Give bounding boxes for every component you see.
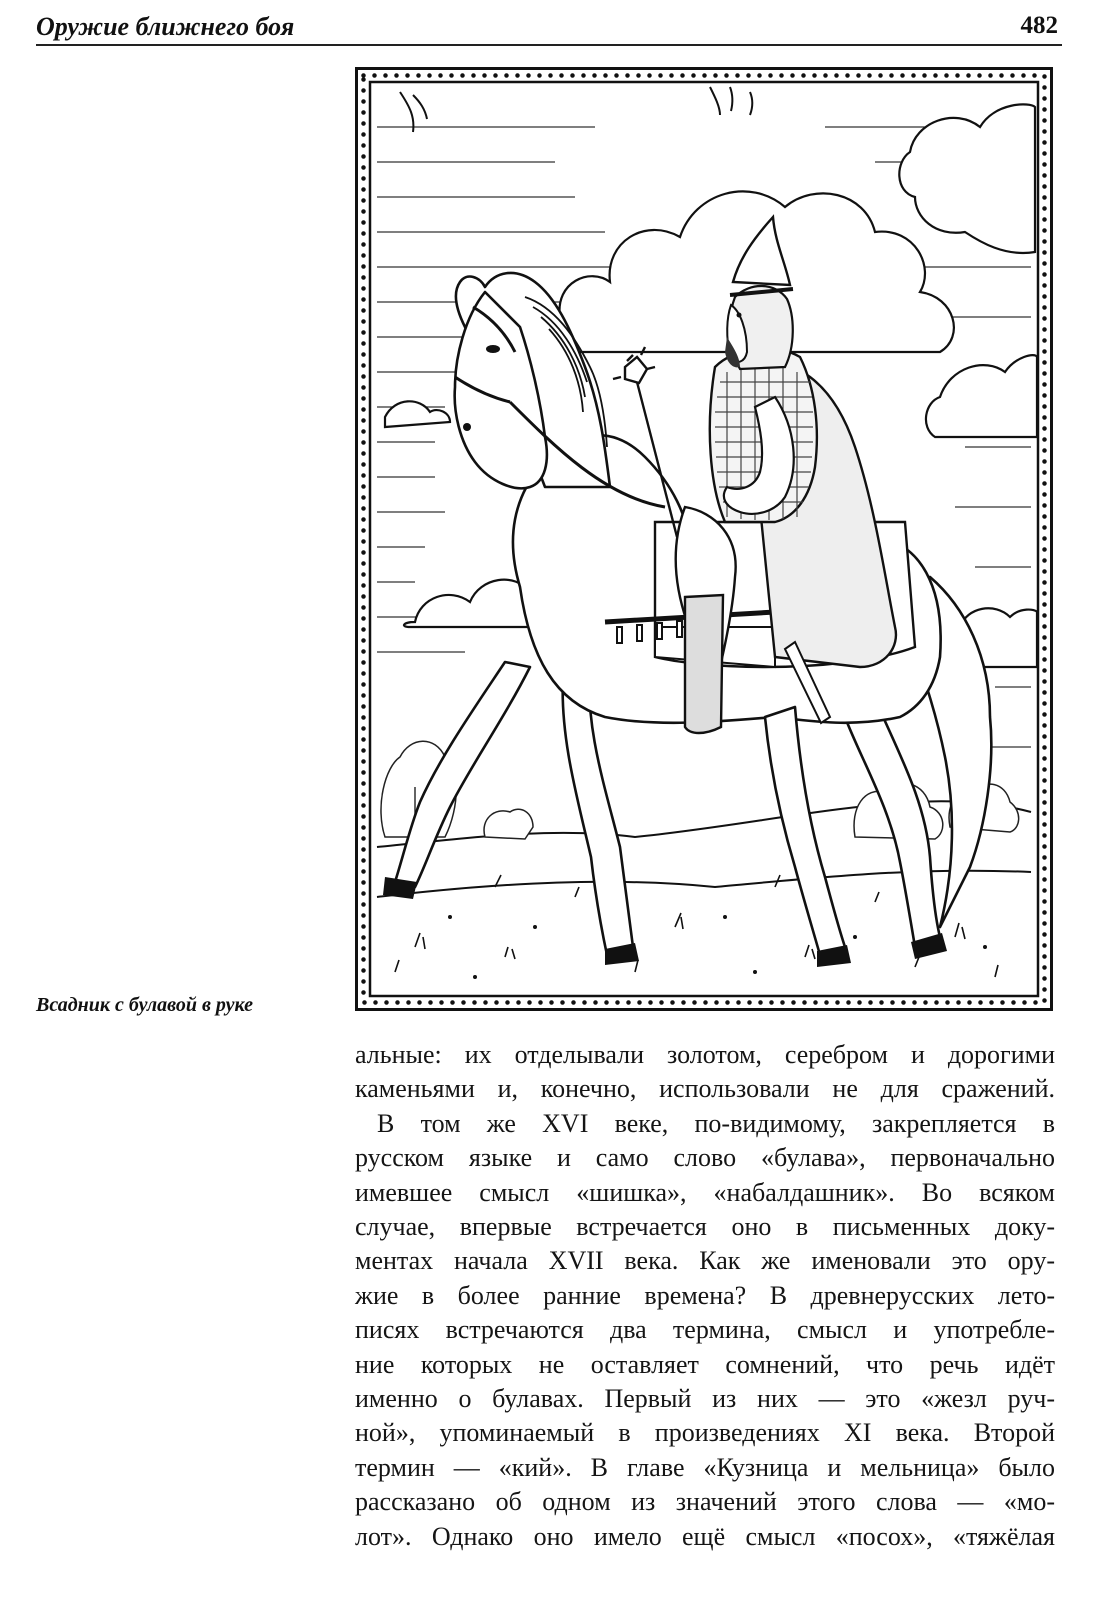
text-line: термин — «кий». В главе «Кузница и мельница» было [355, 1452, 1055, 1482]
text-line: лот». Однако оно имело ещё смысл «посох», «тяжёлая [355, 1521, 1055, 1551]
paragraph-start-line: В том же XVI веке, по-видимому, закрепляется в [377, 1108, 1055, 1138]
text-line: альные: их отделывали золотом, серебром и дорогими [355, 1040, 1055, 1069]
text-line: случае, впервые встречается оно в письменных доку- [355, 1212, 1055, 1242]
text-line: ментах начала XVII века. Как же именовали это ору- [355, 1246, 1055, 1276]
text-line: писях встречаются два термина, смысл и употребле- [355, 1315, 1055, 1345]
illustration-horseman [355, 67, 1053, 1011]
text-line: жие в более ранние времена? В древнерусских лето- [355, 1280, 1055, 1310]
running-title: Оружие ближнего боя [36, 12, 295, 41]
text-line: именно о булавах. Первый из них — это «жезл руч- [355, 1384, 1055, 1414]
text-line: ние которых не оставляет сомнений, что речь идёт [355, 1349, 1055, 1379]
text-line: русском языке и само слово «булава», первоначально [355, 1143, 1055, 1173]
page-header [36, 10, 1062, 46]
text-line: каменьями и, конечно, использовали не для сражений. [355, 1074, 1055, 1104]
text-line: ной», упоминаемый в произведениях XI века. Второй [355, 1418, 1055, 1448]
text-line: имевшее смысл «шишка», «набалдашник». Во всяком [355, 1177, 1055, 1207]
text-line: рассказано об одном из значений этого слова — «мо- [355, 1487, 1055, 1517]
illustration-drawing [355, 67, 1053, 1011]
body-text [355, 1038, 1055, 1554]
figure-caption: Всадник с булавой в руке [36, 994, 253, 1016]
page-number: 482 [1020, 12, 1058, 39]
